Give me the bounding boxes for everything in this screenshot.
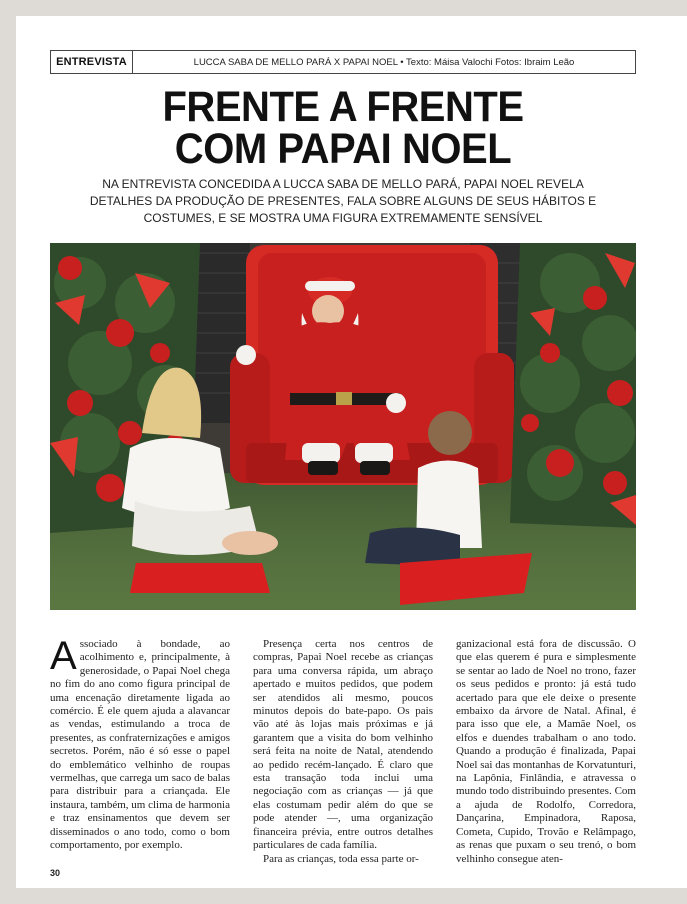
column-1-text: ssociado à bondade, ao acolhimento e, principalmente, à generosidade, o Papai Noel chega no fim do ano como figura principal de uma encenação diretamente ligada ao comércio. É ele quem ajuda a alavancar as vendas, estimulando a troca de presentes, as confraternizações e amigos secretos. Porém, não é só esse o papel do emblemático velhinho de roupas vermelhas, que carrega um saco de balas para distribuir para a criançada. Ele instaura, também, um clima de harmonia e traz ensinamentos que devem ser disseminados o ano todo, como o bom comportamento, por exemplo.	[50, 638, 230, 852]
dropcap: A	[50, 634, 77, 678]
body-column-1	[50, 634, 230, 853]
page-number: 30	[50, 868, 61, 878]
body-column-2	[253, 638, 433, 866]
deck-line-3: COSTUMES, E SE MOSTRA UMA FIGURA EXTREMAMENTE SENSÍVEL	[143, 211, 543, 225]
deck-line-2: DETALHES DA PRODUÇÃO DE PRESENTES, FALA SOBRE ALGUNS DE SEUS HÁBITOS E	[89, 194, 597, 208]
santa-scene-illustration	[50, 243, 636, 610]
deck-line-1: NA ENTREVISTA CONCEDIDA A LUCCA SABA DE MELLO PARÁ, PAPAI NOEL REVELA	[102, 177, 584, 191]
column-2-paragraph-2: Para as crianças, toda essa parte or-	[263, 852, 419, 865]
column-3-text: ganizacional está fora de discussão. O que elas querem é pura e simplesmente se sentar ao lado de Noel no trono, fazer os seus pedidos e pronto: já está tudo acertado para que ele deixe o presente embaixo da árvore de Natal. Afinal, é para isso que ele, a Mamãe Noel, os elfos e duendes trabalham o ano todo. Quando a produção é finalizada, Papai Noel sai das montanhas de Korvatunturi, na Lapônia, Finlândia, e atravessa o mundo todo distribuindo presentes. Com a ajuda de Rodolfo, Corredora, Dançarina, Empinadora, Raposa, Cometa, Cupido, Trovão e Relâmpago, as renas que puxam o seu trenó, o bom velhinho consegue aten-	[456, 638, 636, 865]
headline-line-2: COM PAPAI NOEL	[174, 125, 512, 173]
magazine-page	[16, 16, 687, 888]
headline-line-1: FRENTE A FRENTE	[162, 83, 524, 131]
body-column-3	[456, 638, 636, 866]
header-bar	[50, 50, 636, 74]
headline	[71, 83, 616, 173]
deck-subtitle	[50, 176, 636, 227]
article-credits: LUCCA SABA DE MELLO PARÁ X PAPAI NOEL • Texto: Máisa Valochi Fotos: Ibraim Leão	[193, 56, 575, 68]
column-2-paragraph-1: Presença certa nos centros de compras, Papai Noel recebe as crianças para uma conversa rápida, um abraço apertado e muitos pedidos, que podem ser atendidos ali mesmo, poucos minutos depois do bate-papo. Os pais vão até às lojas mais próximas e já garantem que a visita do bom velhinho será feita na noite de Natal, atendendo ao pedido recém-lançado. É claro que esta transação toda inclui uma negociação com as crianças — já que elas costumam pedir além do que se pode atender —, uma organização financeira prévia, entre outros detalhes particulares de cada família.	[253, 638, 433, 852]
section-label: ENTREVISTA	[51, 51, 133, 73]
main-photo	[50, 243, 636, 610]
